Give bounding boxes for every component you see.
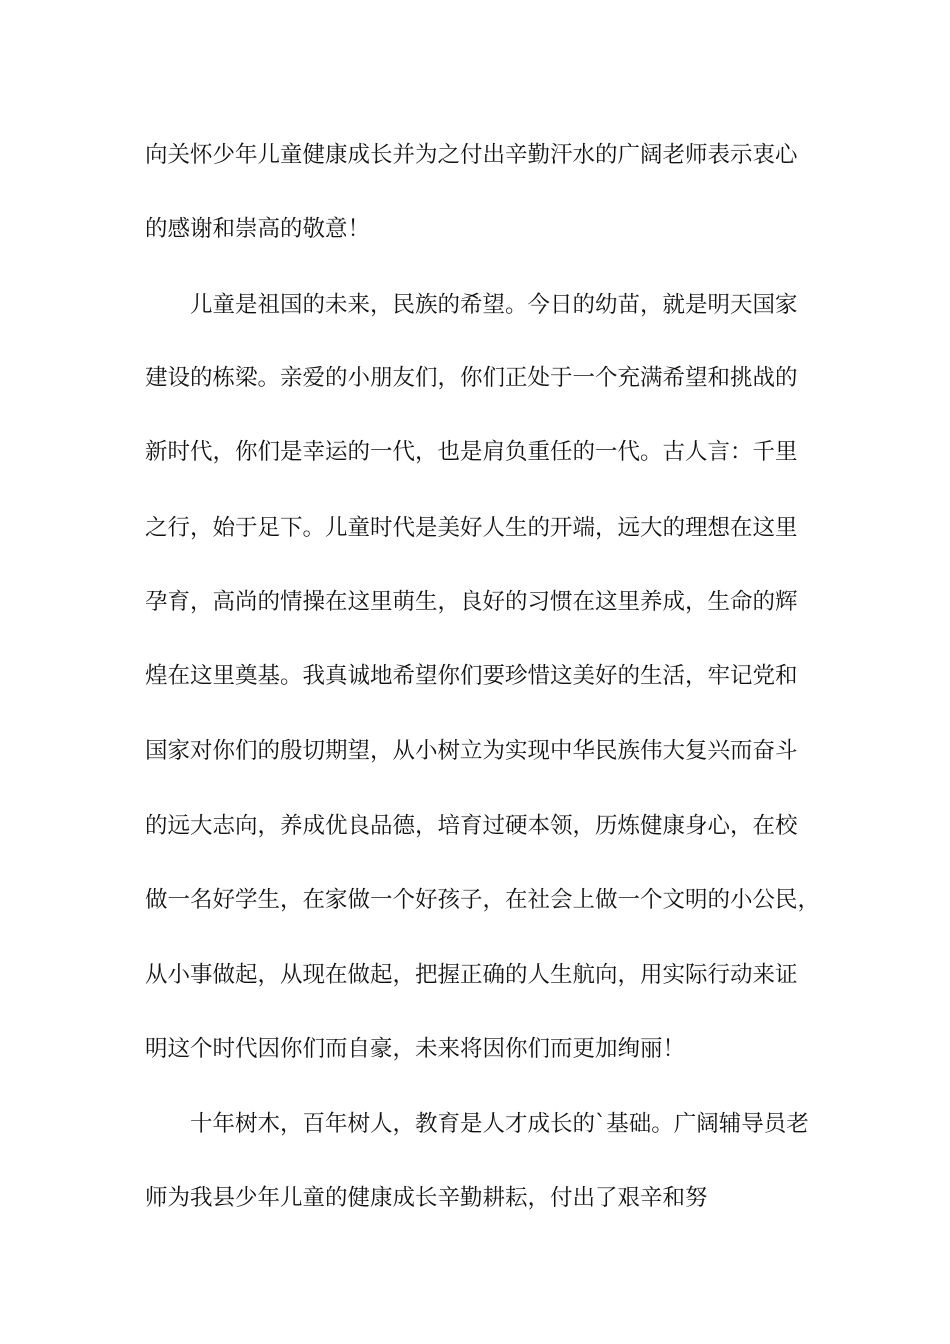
text-line-8: 煌在这里奠基。我真诚地希望你们要珍惜这美好的生活，牢记党和 (145, 663, 798, 689)
text-line-4: 建设的栋梁。亲爱的小朋友们，你们正处于一个充满希望和挑战的 (145, 365, 798, 391)
text-line-12: 从小事做起，从现在做起，把握正确的人生航向，用实际行动来证 (145, 962, 798, 988)
text-line-1: 向关怀少年儿童健康成长并为之付出辛勤汗水的广阔老师表示衷心 (145, 142, 798, 168)
text-line-11: 做一名好学生，在家做一个好孩子，在社会上做一个文明的小公民， (145, 887, 821, 913)
text-line-7: 孕育，高尚的情操在这里萌生，良好的习惯在这里养成，生命的辉 (145, 589, 798, 615)
text-line-15: 师为我县少年儿童的健康成长辛勤耕耘，付出了艰辛和努 (145, 1185, 708, 1211)
text-line-13: 明这个时代因你们而自豪，未来将因你们而更加绚丽！ (145, 1036, 686, 1062)
text-line-14: 十年树木，百年树人，教育是人才成长的`基础。广阔辅导员老 (190, 1111, 809, 1137)
text-line-5: 新时代，你们是幸运的一代，也是肩负重任的一代。古人言：千里 (145, 439, 798, 465)
text-line-6: 之行，始于足下。儿童时代是美好人生的开端，远大的理想在这里 (145, 515, 798, 541)
text-line-10: 的远大志向，养成优良品德，培育过硬本领，历炼健康身心，在校 (145, 813, 798, 839)
text-line-3: 儿童是祖国的未来，民族的希望。今日的幼苗，就是明天国家 (190, 292, 798, 318)
text-line-2: 的感谢和崇高的敬意！ (145, 216, 371, 242)
text-line-9: 国家对你们的殷切期望，从小树立为实现中华民族伟大复兴而奋斗 (145, 738, 798, 764)
